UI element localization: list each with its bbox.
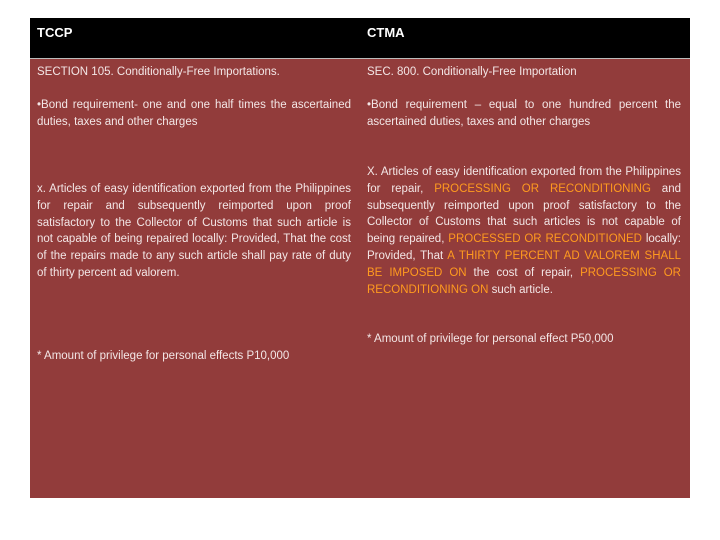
ctma-highlight-duty-rate: A THIRTY PERCENT AD VALOREM SHALL BE IMPOSED ON xyxy=(367,249,681,279)
ctma-articles-text-1: X. Articles of easy identification exported from the Philippines for repair, xyxy=(367,166,681,195)
tccp-privilege-amount: * Amount of privilege for personal effects P10,000 xyxy=(37,350,290,362)
ctma-articles-text-3: locally: Provided, That xyxy=(367,233,681,262)
tccp-bond-requirement: •Bond requirement- one and one half times the ascertained duties, taxes and other charges xyxy=(37,99,351,128)
header-tccp: TCCP xyxy=(37,25,73,40)
header-ctma: CTMA xyxy=(367,25,405,40)
comparison-table xyxy=(30,18,690,498)
ctma-articles-text-4: the cost of repair, xyxy=(466,266,581,279)
ctma-highlight-processed: PROCESSED OR RECONDITIONED xyxy=(448,233,642,246)
ctma-highlight-reconditioning: PROCESSING OR RECONDITIONING ON xyxy=(367,266,681,296)
ctma-highlight-processing: PROCESSING OR RECONDITIONING xyxy=(434,182,651,195)
tccp-articles-provision: x. Articles of easy identification exported from the Philippines for repair and subsequently reimported upon proof satisfactory to the Collector of Customs that such article is not capable of being repaired locally: Provided, That the cost of the repairs made to any such article shall pay rate of duty of thirty percent ad valorem. xyxy=(37,183,351,279)
table-header xyxy=(30,18,690,59)
ctma-articles-text-2: and subsequently reimported upon proof satisfactory to the Collector of Customs that such articles is not capable of being repaired, xyxy=(367,182,681,246)
ctma-articles-text-5: such article. xyxy=(488,283,553,296)
ctma-section-title: SEC. 800. Conditionally-Free Importation xyxy=(367,66,577,78)
ctma-articles-provision xyxy=(367,164,681,298)
ctma-privilege-amount: * Amount of privilege for personal effect P50,000 xyxy=(367,333,614,345)
tccp-section-title: SECTION 105. Conditionally-Free Importations. xyxy=(37,66,280,78)
ctma-bond-requirement: •Bond requirement – equal to one hundred percent the ascertained duties, taxes and other charges xyxy=(367,99,681,128)
